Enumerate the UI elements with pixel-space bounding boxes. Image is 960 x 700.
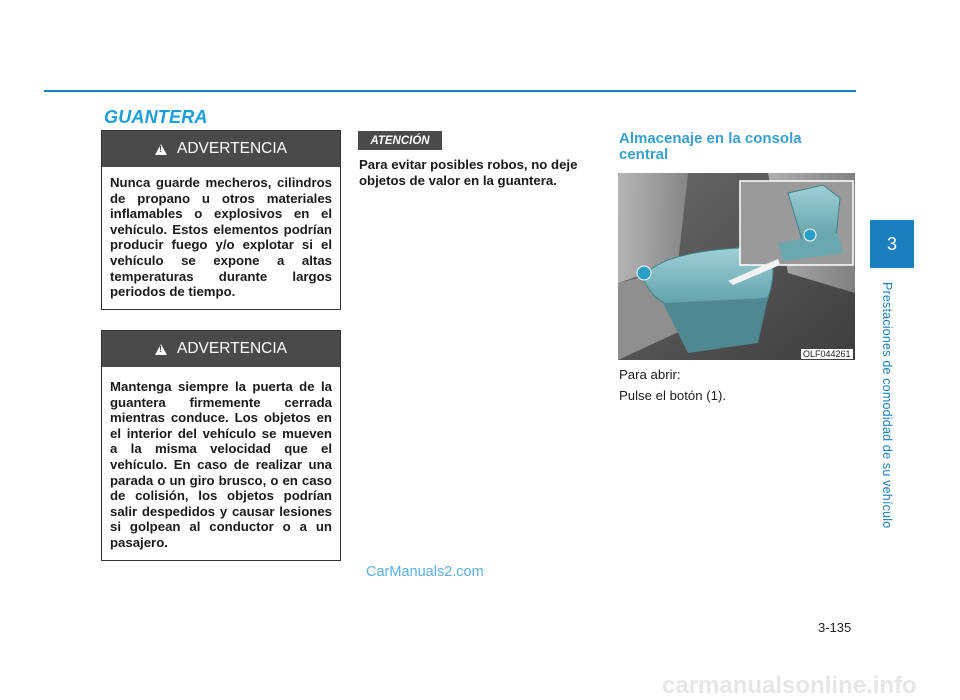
warning-box-flammables: [101, 130, 341, 310]
figure-code: OLF044261: [803, 349, 851, 359]
warning-heading: ADVERTENCIA: [177, 340, 287, 357]
instruction-line-1: Para abrir:: [619, 367, 681, 382]
console-figure: [618, 173, 855, 360]
console-illustration: [618, 173, 855, 360]
watermark: CarManuals2.com: [366, 564, 484, 580]
instruction-line-2: Pulse el botón (1).: [619, 388, 727, 403]
console-storage-title: Almacenaje en la consola central: [619, 130, 802, 163]
warning-header: [102, 131, 340, 167]
warning-header: [102, 331, 340, 367]
chapter-name-vertical: [880, 282, 894, 532]
footer-watermark: carmanualsonline.info: [662, 672, 917, 699]
warning-box-glovebox-door: [101, 330, 341, 561]
attention-text: Para evitar posibles robos, no deje objetos de valor en la guantera.: [359, 157, 578, 188]
section-title: GUANTERA: [104, 107, 208, 127]
warning-heading: ADVERTENCIA: [177, 140, 287, 157]
chapter-name: Prestaciones de comodidad de su vehículo: [880, 282, 894, 529]
warning-body: Nunca guarde mecheros, cilindros de propano u otros materiales inflamables o explosivos en el vehículo. Estos elementos podrían producir fuego y/o explotar si el vehículo se expone a altas temperaturas durante largos periodos de tiempo.: [110, 175, 332, 300]
chapter-tab: 3: [870, 220, 914, 268]
warning-triangle-icon: [155, 144, 167, 155]
page-number: 3-135: [818, 620, 852, 635]
warning-body: Mantenga siempre la puerta de la guantera firmemente cerrada mientras conduce. Los objetos en el interior del vehículo se mueven a la misma velocidad que el vehículo. En caso de realizar una parada o un giro brusco, o en caso de colisión, los objetos podrían salir despedidos y causar lesiones si golpean al conductor o a un pasajero.: [110, 379, 332, 550]
attention-label: ATENCIÓN: [358, 131, 442, 150]
warning-triangle-icon: [155, 344, 167, 355]
top-rule: [44, 90, 856, 92]
